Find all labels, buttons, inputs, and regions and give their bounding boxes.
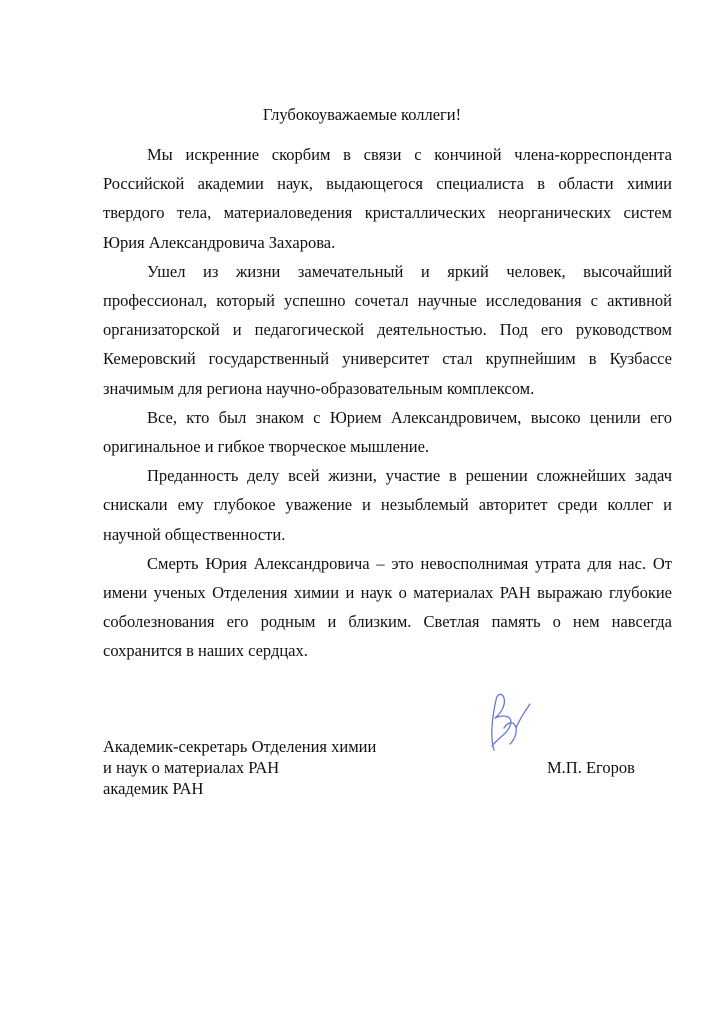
paragraph-respect: Преданность делу всей жизни, участие в решении сложнейших задач снискали ему глубокое уважение и незыблемый авторитет среди коллег и научной общественности.: [103, 466, 672, 544]
paragraph-thinking: Все, кто был знаком с Юрием Александровичем, высоко ценили его оригинальное и гибкое творческое мышление.: [103, 407, 672, 457]
signatory-title-line: Академик-секретарь Отделения химии: [103, 737, 377, 756]
paragraph-loss: Смерть Юрия Александровича – это невосполнимая утрата для нас. От имени ученых Отделения химии и наук о материалах РАН выражаю глубокие соболезнования его родным и близким. Светлая память о нем навсегда сохранится в наших сердцах.: [103, 553, 672, 661]
letter-body: [103, 140, 672, 666]
paragraph-career: Ушел из жизни замечательный и яркий человек, высочайший профессионал, который успешно сочетал научные исследования с активной организаторской и педагогической деятельностью. Под его руководством Кемеровский государственный университет стал крупнейшим в Кузбассе значимым для региона научно-образовательным комплексом.: [103, 261, 672, 398]
salutation: Глубокоуважаемые коллеги!: [262, 105, 462, 124]
signatory-name: М.П. Егоров: [547, 758, 635, 777]
signatory-title-line: академик РАН: [103, 779, 204, 798]
paragraph-condolence: Мы искренние скорбим в связи с кончиной члена-корреспондента Российской академии наук, выдающегося специалиста в области химии твердого тела, материаловедения кристаллических неорганических систем Юрия Александровича Захарова.: [103, 145, 672, 252]
signatory-title: [103, 736, 403, 799]
handwritten-signature: [480, 688, 540, 756]
signatory-title-line: и наук о материалах РАН: [103, 758, 280, 777]
